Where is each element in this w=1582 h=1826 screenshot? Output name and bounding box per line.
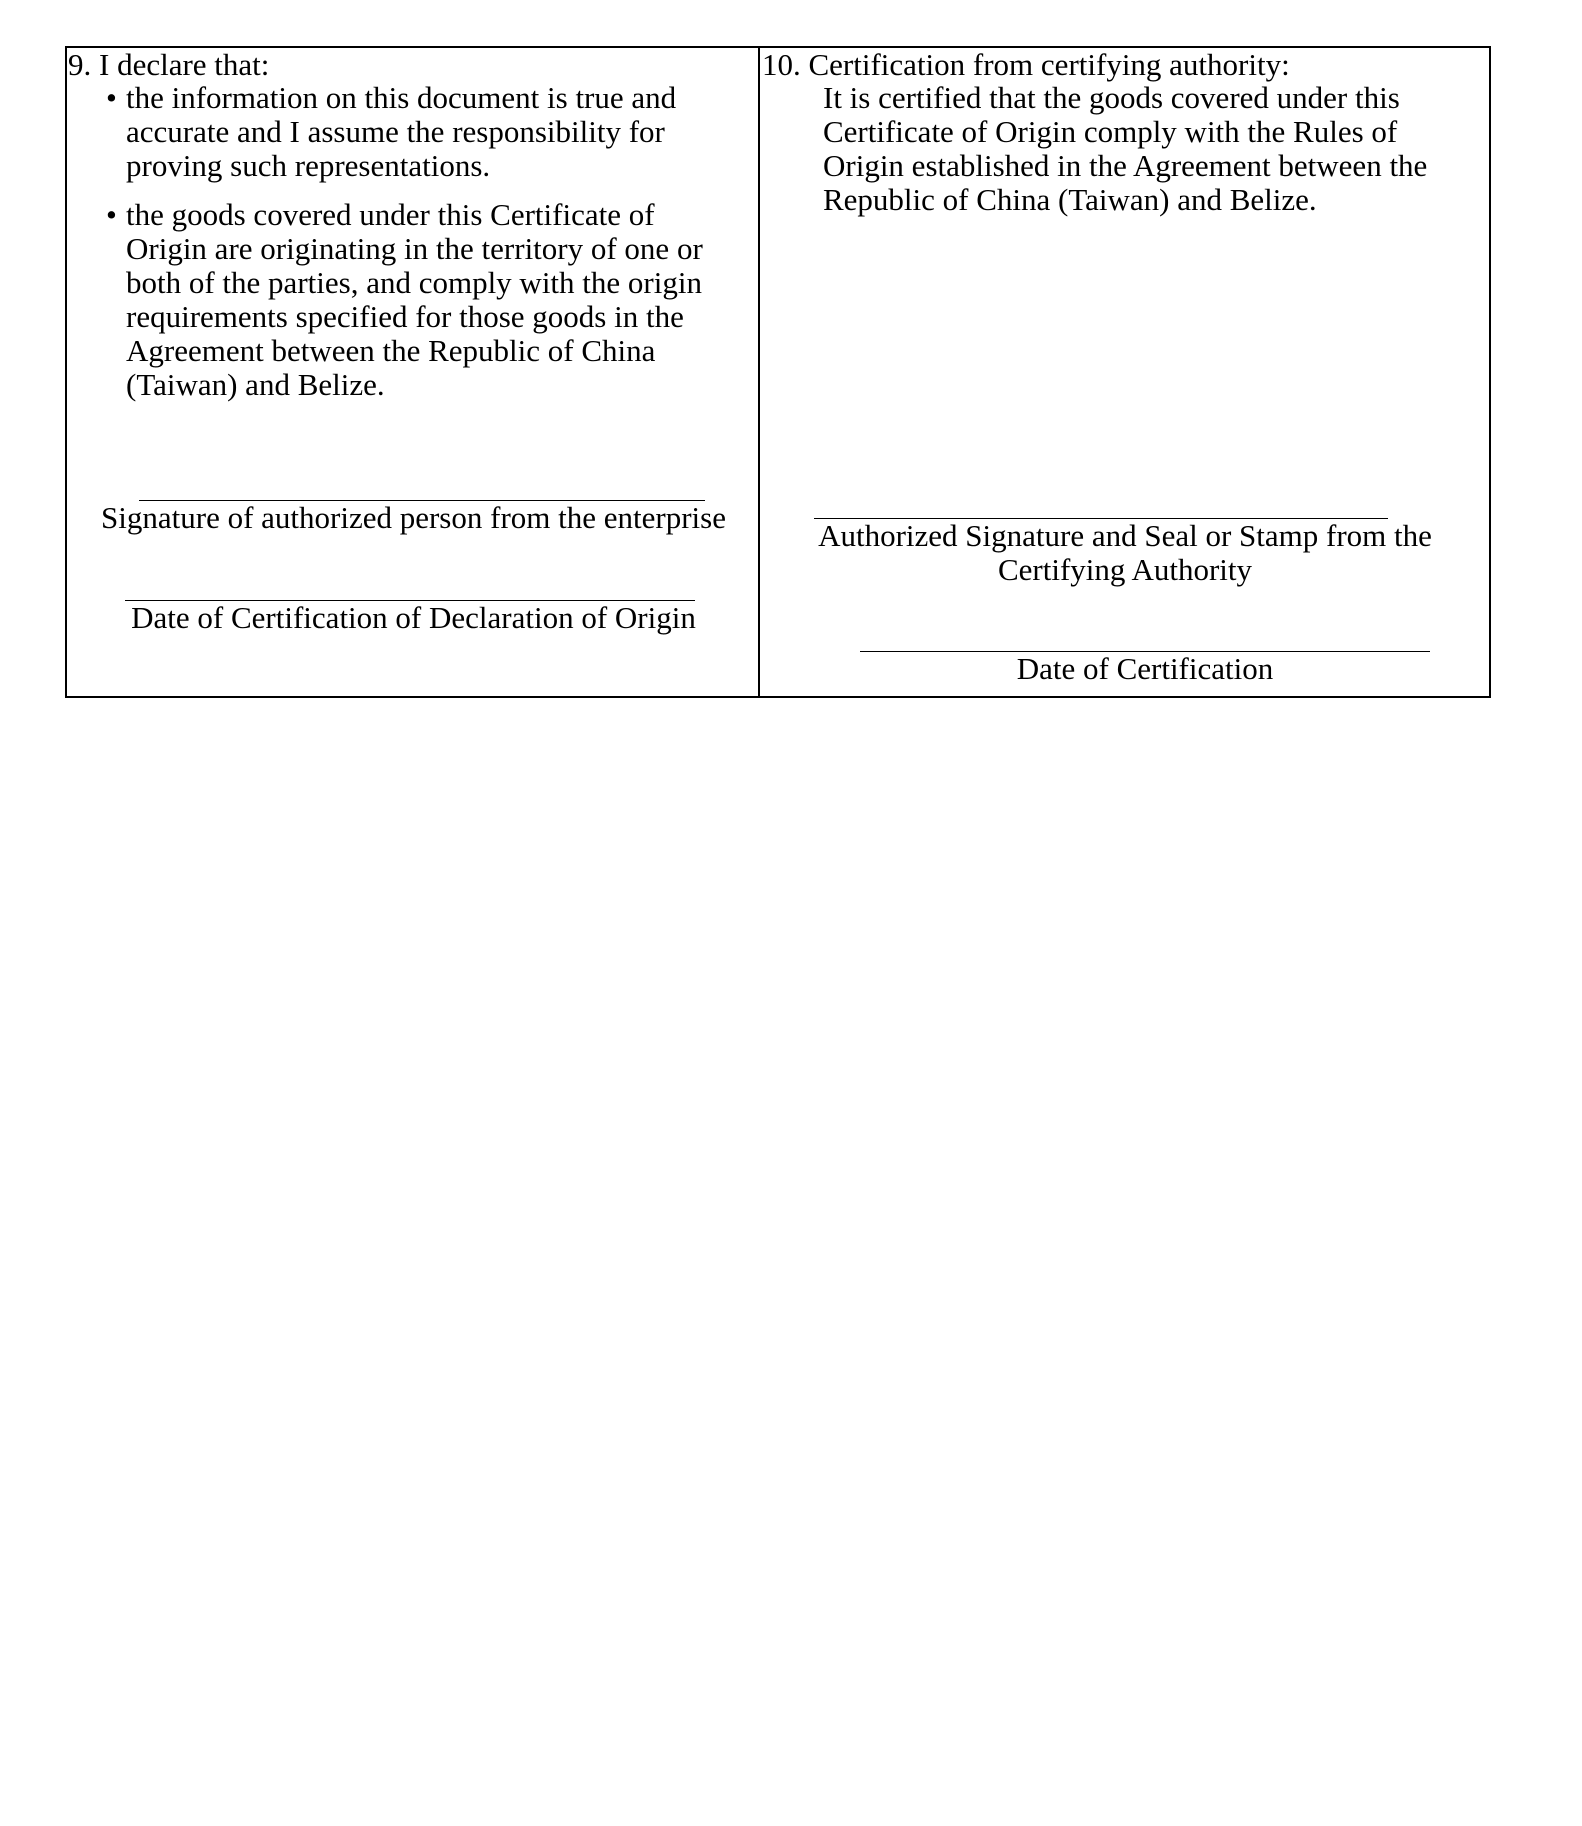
bullet-2-line-2: Origin are originating in the territory of one or	[126, 231, 703, 266]
bullet-2-line-1: the goods covered under this Certificate of	[126, 197, 655, 232]
bullet-2-line-3: both of the parties, and comply with the origin	[126, 265, 702, 300]
certification-line-1: It is certified that the goods covered under this	[823, 80, 1400, 115]
authority-signature-caption-line-1: Authorized Signature and Seal or Stamp from the	[818, 518, 1432, 553]
box-10-certification	[760, 48, 1489, 696]
certification-line-3: Origin established in the Agreement between the	[823, 148, 1428, 183]
declaration-bullet-2	[106, 198, 703, 402]
certification-line-4: Republic of China (Taiwan) and Belize.	[823, 182, 1317, 217]
bullet-icon: •	[106, 80, 117, 115]
certificate-form-table	[65, 46, 1491, 698]
enterprise-signature-caption: Signature of authorized person from the enterprise	[101, 500, 726, 535]
bullet-1-line-3: proving such representations.	[126, 148, 491, 183]
bullet-1-line-2: accurate and I assume the responsibility for	[126, 114, 665, 149]
bullet-1-line-1: the information on this document is true and	[126, 80, 677, 115]
box-9-heading: 9. I declare that:	[68, 47, 270, 82]
box-10-heading: 10. Certification from certifying authority:	[762, 47, 1290, 82]
bullet-icon: •	[106, 197, 117, 232]
bullet-2-line-4: requirements specified for those goods in the	[126, 299, 684, 334]
bullet-2-line-6: (Taiwan) and Belize.	[126, 367, 385, 402]
declaration-date-caption: Date of Certification of Declaration of Origin	[131, 600, 696, 635]
certification-line-2: Certificate of Origin comply with the Rules of	[823, 114, 1398, 149]
certification-date-caption: Date of Certification	[1016, 651, 1274, 686]
bullet-2-line-5: Agreement between the Republic of China	[126, 333, 656, 368]
certification-statement	[823, 81, 1427, 217]
declaration-bullet-1	[106, 81, 676, 183]
authority-signature-caption-line-2: Certifying Authority	[997, 552, 1252, 587]
box-9-declaration	[67, 48, 760, 696]
